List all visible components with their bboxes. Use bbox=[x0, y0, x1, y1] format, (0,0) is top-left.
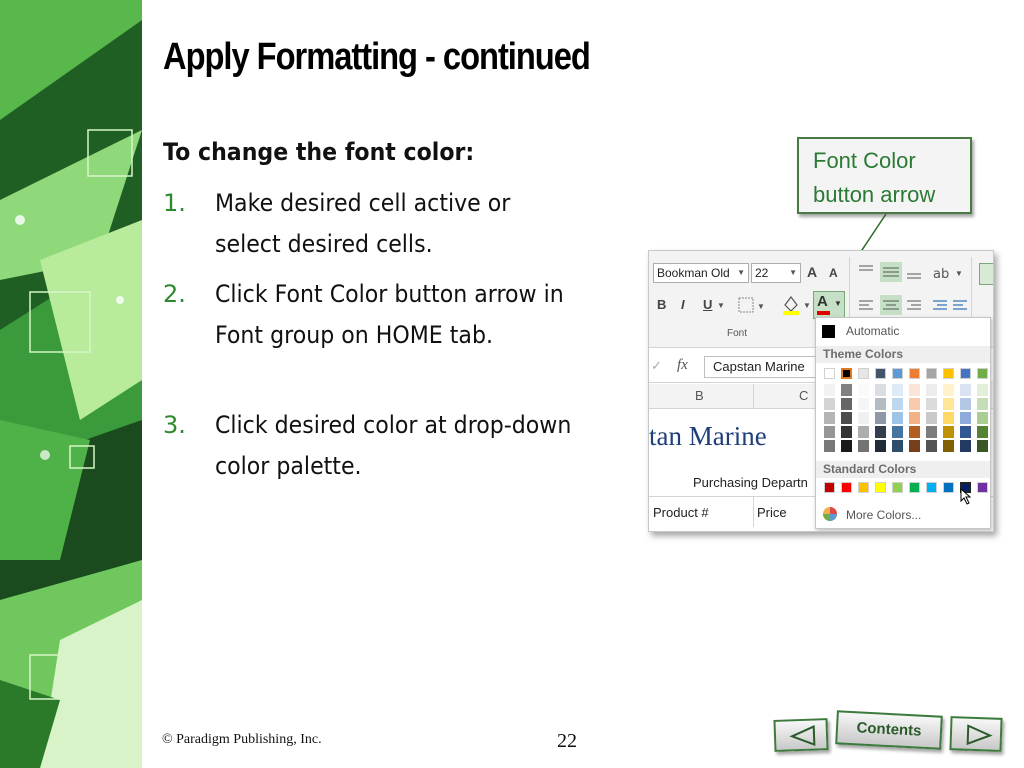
theme-shade-swatch[interactable] bbox=[841, 412, 852, 424]
worksheet-subtitle-cell[interactable]: Purchasing Departn bbox=[693, 475, 808, 490]
font-name-combo[interactable] bbox=[653, 263, 749, 283]
previous-slide-button[interactable] bbox=[773, 718, 828, 752]
theme-shade-swatch[interactable] bbox=[841, 384, 852, 396]
theme-shade-swatch[interactable] bbox=[960, 412, 971, 424]
step-text: Click desired color at drop-down color palette. bbox=[215, 411, 572, 480]
decorative-green-band bbox=[0, 0, 142, 768]
standard-color-swatch[interactable] bbox=[841, 482, 852, 493]
product-header-cell[interactable]: Product # bbox=[653, 505, 709, 520]
function-icon[interactable]: fx bbox=[677, 357, 688, 373]
step-text: Make desired cell active or select desired cells. bbox=[215, 189, 511, 258]
svg-text:▼: ▼ bbox=[757, 302, 765, 311]
theme-shade-swatch[interactable] bbox=[926, 426, 937, 438]
chevron-down-icon: ▼ bbox=[737, 268, 745, 277]
theme-shade-swatch[interactable] bbox=[977, 426, 988, 438]
theme-shade-swatch[interactable] bbox=[960, 398, 971, 410]
theme-shade-swatch[interactable] bbox=[892, 440, 903, 452]
step-number: 1. bbox=[163, 189, 186, 217]
theme-shade-swatch[interactable] bbox=[875, 412, 886, 424]
theme-shade-swatch[interactable] bbox=[824, 412, 835, 424]
font-color-callout bbox=[797, 137, 972, 214]
font-size-combo[interactable] bbox=[751, 263, 801, 283]
font-color-bar bbox=[817, 311, 830, 315]
italic-button[interactable]: I bbox=[681, 297, 685, 312]
chevron-down-icon[interactable]: ▼ bbox=[717, 301, 725, 310]
theme-shade-swatch[interactable] bbox=[824, 398, 835, 410]
theme-shade-swatch[interactable] bbox=[926, 412, 937, 424]
theme-color-swatch[interactable] bbox=[875, 368, 886, 379]
next-slide-button[interactable] bbox=[949, 716, 1002, 752]
theme-shade-swatch[interactable] bbox=[909, 440, 920, 452]
callout-line-2: button arrow bbox=[813, 182, 936, 207]
excel-screenshot bbox=[648, 250, 994, 532]
grow-font-button[interactable]: A bbox=[807, 264, 818, 280]
theme-shade-swatch[interactable] bbox=[824, 384, 835, 396]
formula-input[interactable]: Capstan Marine bbox=[704, 356, 864, 378]
step-number: 2. bbox=[163, 280, 186, 308]
svg-text:▼: ▼ bbox=[803, 301, 811, 310]
theme-shade-swatch[interactable] bbox=[909, 384, 920, 396]
theme-shade-swatch[interactable] bbox=[926, 440, 937, 452]
standard-color-swatch[interactable] bbox=[892, 482, 903, 493]
align-top-icons[interactable] bbox=[855, 261, 925, 283]
theme-shade-swatch[interactable] bbox=[892, 412, 903, 424]
automatic-label: Automatic bbox=[846, 324, 900, 338]
standard-color-swatch[interactable] bbox=[858, 482, 869, 493]
column-header-b[interactable]: B bbox=[695, 388, 704, 403]
copyright-text: © Paradigm Publishing, Inc. bbox=[162, 732, 322, 747]
theme-shade-swatch[interactable] bbox=[926, 398, 937, 410]
theme-color-swatch[interactable] bbox=[943, 368, 954, 379]
theme-shade-swatch[interactable] bbox=[824, 426, 835, 438]
theme-shade-swatch[interactable] bbox=[943, 426, 954, 438]
triangle-left-icon bbox=[788, 724, 819, 747]
theme-shade-swatch[interactable] bbox=[892, 398, 903, 410]
theme-shade-swatch[interactable] bbox=[943, 384, 954, 396]
slide-title: Apply Formatting - continued bbox=[163, 36, 590, 78]
theme-shade-swatch[interactable] bbox=[875, 440, 886, 452]
theme-shade-swatch[interactable] bbox=[858, 426, 869, 438]
theme-shade-swatch[interactable] bbox=[977, 412, 988, 424]
underline-button[interactable]: U bbox=[703, 297, 713, 312]
font-size-value: 22 bbox=[755, 266, 769, 280]
step-text: Click Font Color button arrow in Font group on HOME tab. bbox=[215, 280, 564, 349]
standard-color-swatch[interactable] bbox=[824, 482, 835, 493]
standard-colors-header: Standard Colors bbox=[816, 461, 990, 478]
theme-shade-swatch[interactable] bbox=[858, 384, 869, 396]
theme-shade-swatch[interactable] bbox=[875, 384, 886, 396]
theme-shade-swatch[interactable] bbox=[858, 440, 869, 452]
wrap-text-button[interactable] bbox=[979, 263, 994, 285]
indent-icons[interactable] bbox=[931, 295, 971, 317]
automatic-swatch bbox=[822, 325, 835, 338]
theme-shade-swatch[interactable] bbox=[960, 440, 971, 452]
step-number: 3. bbox=[163, 411, 186, 439]
theme-shade-swatch[interactable] bbox=[892, 384, 903, 396]
font-group-label: Font bbox=[727, 328, 748, 339]
svg-text:▼: ▼ bbox=[955, 269, 963, 278]
font-color-palette bbox=[815, 317, 991, 529]
column-header-c[interactable]: C bbox=[799, 388, 809, 403]
instructions-heading: To change the font color: bbox=[163, 138, 475, 166]
standard-color-swatch[interactable] bbox=[926, 482, 937, 493]
theme-color-swatch[interactable] bbox=[926, 368, 937, 379]
theme-shade-swatch[interactable] bbox=[909, 426, 920, 438]
theme-color-swatch[interactable] bbox=[909, 368, 920, 379]
column-divider bbox=[753, 497, 754, 527]
fill-color-icon[interactable] bbox=[781, 293, 813, 317]
theme-color-swatch[interactable] bbox=[960, 368, 971, 379]
more-colors-label: More Colors... bbox=[846, 508, 922, 522]
worksheet-title-cell[interactable]: tan Marine bbox=[649, 421, 767, 451]
theme-shade-swatch[interactable] bbox=[960, 384, 971, 396]
theme-color-swatch[interactable] bbox=[858, 368, 869, 379]
orientation-icon[interactable] bbox=[931, 263, 965, 283]
contents-button[interactable]: Contents bbox=[835, 710, 943, 750]
price-header-cell[interactable]: Price bbox=[757, 505, 787, 520]
borders-icon[interactable] bbox=[737, 295, 767, 315]
chevron-down-icon[interactable]: ▼ bbox=[834, 299, 842, 308]
theme-shades-grid bbox=[816, 384, 990, 456]
standard-color-swatch[interactable] bbox=[875, 482, 886, 493]
shrink-font-button[interactable]: A bbox=[829, 266, 838, 280]
theme-shade-swatch[interactable] bbox=[943, 398, 954, 410]
theme-shade-swatch[interactable] bbox=[841, 440, 852, 452]
checkmark-icon[interactable]: ✓ bbox=[651, 358, 662, 373]
callout-line-1: Font Color bbox=[813, 148, 916, 173]
font-name-value: Bookman Old bbox=[657, 266, 730, 280]
theme-color-swatch[interactable] bbox=[824, 368, 835, 379]
color-wheel-icon bbox=[822, 506, 838, 522]
theme-shade-swatch[interactable] bbox=[858, 412, 869, 424]
automatic-color-option[interactable] bbox=[816, 322, 990, 340]
theme-color-swatch[interactable] bbox=[977, 368, 988, 379]
theme-shade-swatch[interactable] bbox=[977, 440, 988, 452]
more-colors-option[interactable] bbox=[816, 504, 990, 524]
theme-shade-swatch[interactable] bbox=[858, 398, 869, 410]
theme-colors-header: Theme Colors bbox=[816, 346, 990, 363]
theme-shade-swatch[interactable] bbox=[943, 440, 954, 452]
theme-shade-swatch[interactable] bbox=[926, 384, 937, 396]
theme-color-swatch[interactable] bbox=[841, 368, 852, 379]
theme-colors-row bbox=[816, 368, 990, 380]
theme-shade-swatch[interactable] bbox=[977, 384, 988, 396]
theme-shade-swatch[interactable] bbox=[892, 426, 903, 438]
triangle-right-icon bbox=[964, 724, 995, 747]
theme-shade-swatch[interactable] bbox=[977, 398, 988, 410]
theme-shade-swatch[interactable] bbox=[824, 440, 835, 452]
theme-shade-swatch[interactable] bbox=[875, 426, 886, 438]
horizontal-align-icons[interactable] bbox=[855, 295, 925, 317]
theme-shade-swatch[interactable] bbox=[841, 398, 852, 410]
font-color-glyph: A bbox=[817, 293, 828, 310]
standard-color-swatch[interactable] bbox=[977, 482, 988, 493]
standard-color-swatch[interactable] bbox=[943, 482, 954, 493]
standard-color-swatch[interactable] bbox=[909, 482, 920, 493]
svg-text:ab: ab bbox=[933, 267, 950, 282]
chevron-down-icon: ▼ bbox=[789, 268, 797, 277]
theme-shade-swatch[interactable] bbox=[841, 426, 852, 438]
page-number: 22 bbox=[557, 730, 577, 752]
theme-color-swatch[interactable] bbox=[892, 368, 903, 379]
bold-button[interactable]: B bbox=[657, 297, 667, 312]
theme-shade-swatch[interactable] bbox=[943, 412, 954, 424]
column-divider bbox=[753, 384, 754, 408]
theme-shade-swatch[interactable] bbox=[960, 426, 971, 438]
theme-shade-swatch[interactable] bbox=[909, 398, 920, 410]
theme-shade-swatch[interactable] bbox=[909, 412, 920, 424]
font-color-button[interactable] bbox=[813, 291, 845, 319]
theme-shade-swatch[interactable] bbox=[875, 398, 886, 410]
